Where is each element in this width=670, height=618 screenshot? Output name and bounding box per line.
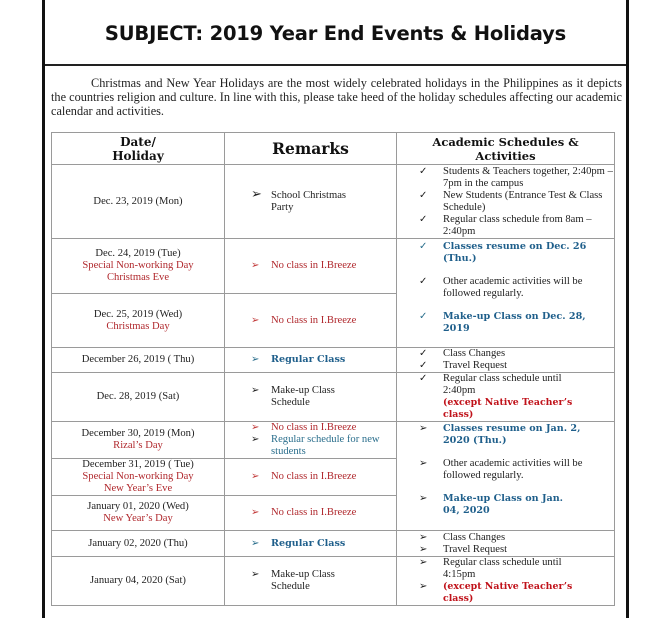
arrow-icon: ➢	[419, 531, 428, 543]
arrow-icon: ➢	[251, 354, 260, 365]
remarks-cell	[225, 496, 397, 531]
check-icon: ✓	[419, 311, 428, 322]
arrow-icon: ➢	[251, 385, 260, 396]
list-item: ✓ Travel Request	[419, 360, 508, 371]
list-item: ➢ Make-up Class on Jan. 04, 2020	[419, 493, 564, 516]
list-item: ➢ Make-up Class Schedule	[251, 385, 335, 408]
list-item: ➢ (except Native Teacher’s class)	[419, 581, 573, 604]
activities-cell	[397, 348, 615, 373]
arrow-icon: ➢	[419, 423, 428, 434]
list-item: ➢ Classes resume on Jan. 2, 2020 (Thu.)	[419, 423, 581, 446]
holiday-label: Special Non-working Day	[82, 471, 194, 482]
activities-cell-merged-jan	[397, 422, 615, 531]
schedule-table	[51, 132, 615, 606]
check-icon: ✓	[419, 165, 428, 177]
list-item: ➢ No class in I.Breeze	[251, 507, 357, 518]
remarks-cell	[225, 294, 397, 348]
list-item: (except Native Teacher’s class)	[443, 397, 573, 420]
list-item: ➢ Regular schedule for new students	[251, 434, 380, 457]
check-icon: ✓	[419, 373, 428, 384]
holiday-label: Special Non-working Day	[82, 260, 194, 271]
list-item: ✓ New Students (Entrance Test & Class Schedule)	[419, 189, 603, 213]
list-item: ✓ Class Changes	[419, 348, 506, 359]
check-icon: ✓	[419, 348, 428, 359]
header-date: Date/ Holiday	[52, 133, 225, 165]
date-cell: Dec. 28, 2019 (Sat)	[52, 373, 225, 422]
date-cell: December 30, 2019 (Mon) Rizal’s Day	[52, 422, 225, 459]
intro-text: Christmas and New Year Holidays are the most widely celebrated holidays in the Philippines as it depicts the countries religion and culture. In line with this, please take heed of the holiday schedules affecting our academic calendar and activities.	[51, 76, 622, 118]
check-icon: ✓	[419, 360, 428, 371]
arrow-icon: ➢	[251, 507, 260, 518]
date-cell: January 02, 2020 (Thu)	[52, 531, 225, 557]
list-item: ➢ No class in I.Breeze	[251, 314, 357, 326]
arrow-icon: ➢	[251, 569, 260, 580]
remarks-cell	[225, 531, 397, 557]
arrow-icon: ➢	[419, 581, 428, 592]
list-item: ➢ Regular Class	[251, 537, 346, 549]
arrow-icon: ➢	[251, 434, 260, 445]
subject-box	[45, 0, 626, 66]
check-icon: ✓	[419, 213, 428, 225]
remarks-cell	[225, 373, 397, 422]
list-item: ➢ Class Changes	[419, 531, 506, 543]
remarks-cell	[225, 422, 397, 459]
arrow-icon: ➢	[251, 422, 260, 433]
arrow-icon: ➢	[251, 185, 262, 201]
list-item: ✓ Regular class schedule from 8am – 2:40pm	[419, 213, 592, 237]
list-item: ➢ No class in I.Breeze	[251, 260, 357, 271]
header-activities: Academic Schedules & Activities	[397, 133, 615, 165]
table-header-row	[52, 133, 615, 165]
arrow-icon: ➢	[251, 537, 260, 549]
date-cell: December 26, 2019 ( Thu)	[52, 348, 225, 373]
remarks-cell	[225, 459, 397, 496]
table-row	[52, 373, 615, 422]
list-item: ➢ Regular class schedule until 4:15pm	[419, 557, 562, 580]
list-item: ✓ Other academic activities will be followed regularly.	[419, 276, 583, 299]
date-cell: January 04, 2020 (Sat)	[52, 557, 225, 606]
holiday-label: Christmas Day	[106, 320, 170, 332]
table-row	[52, 422, 615, 459]
intro-paragraph	[51, 76, 622, 118]
date-cell: December 31, 2019 ( Tue) Special Non-working Day New Year’s Eve	[52, 459, 225, 496]
subject-title: SUBJECT: 2019 Year End Events & Holidays	[104, 21, 567, 45]
list-item: ➢ No class in I.Breeze	[251, 471, 357, 482]
list-item: ➢ Regular Class	[251, 354, 346, 365]
activities-cell	[397, 165, 615, 239]
activities-cell	[397, 531, 615, 557]
list-item: ➢ Other academic activities will be followed regularly.	[419, 458, 583, 481]
list-item: ➢ Travel Request	[419, 543, 508, 555]
arrow-icon: ➢	[419, 458, 428, 469]
check-icon: ✓	[419, 276, 428, 287]
date-cell: January 01, 2020 (Wed) New Year’s Day	[52, 496, 225, 531]
holiday-label: New Year’s Day	[103, 513, 173, 524]
list-item: ➢ School Christmas Party	[251, 185, 347, 213]
table-row	[52, 557, 615, 606]
remarks-cell	[225, 239, 397, 294]
list-item: ✓ Make-up Class on Dec. 28, 2019	[419, 311, 586, 334]
remarks-cell	[225, 557, 397, 606]
list-item: ➢ Make-up Class Schedule	[251, 569, 335, 592]
header-remarks: Remarks	[225, 133, 397, 165]
remarks-cell	[225, 348, 397, 373]
table-row	[52, 165, 615, 239]
arrow-icon: ➢	[251, 260, 260, 271]
table-row	[52, 348, 615, 373]
list-item: ✓ Regular class schedule until 2:40pm	[419, 373, 562, 396]
activities-cell	[397, 557, 615, 606]
date-cell: Dec. 25, 2019 (Wed) Christmas Day	[52, 294, 225, 348]
holiday-label: Rizal’s Day	[113, 440, 163, 451]
table-row	[52, 239, 615, 294]
arrow-icon: ➢	[419, 493, 428, 504]
holiday-label: New Year’s Eve	[103, 483, 173, 494]
activities-cell	[397, 373, 615, 422]
list-item: ➢ No class in I.Breeze	[251, 422, 357, 433]
date-cell: Dec. 24, 2019 (Tue) Special Non-working Day Christmas Eve	[52, 239, 225, 294]
arrow-icon: ➢	[419, 543, 428, 555]
date-cell: Dec. 23, 2019 (Mon)	[52, 165, 225, 239]
check-icon: ✓	[419, 189, 428, 201]
holiday-label: Christmas Eve	[106, 272, 170, 283]
list-item: ✓ Students & Teachers together, 2:40pm – 7pm in the campus	[419, 165, 613, 189]
document-frame	[42, 0, 629, 618]
arrow-icon: ➢	[251, 314, 260, 326]
arrow-icon: ➢	[251, 471, 260, 482]
activities-cell-merged-dec	[397, 239, 615, 348]
table-row	[52, 531, 615, 557]
arrow-icon: ➢	[419, 557, 428, 568]
remarks-cell	[225, 165, 397, 239]
check-icon: ✓	[419, 241, 428, 252]
list-item: ✓ Classes resume on Dec. 26 (Thu.)	[419, 241, 587, 264]
